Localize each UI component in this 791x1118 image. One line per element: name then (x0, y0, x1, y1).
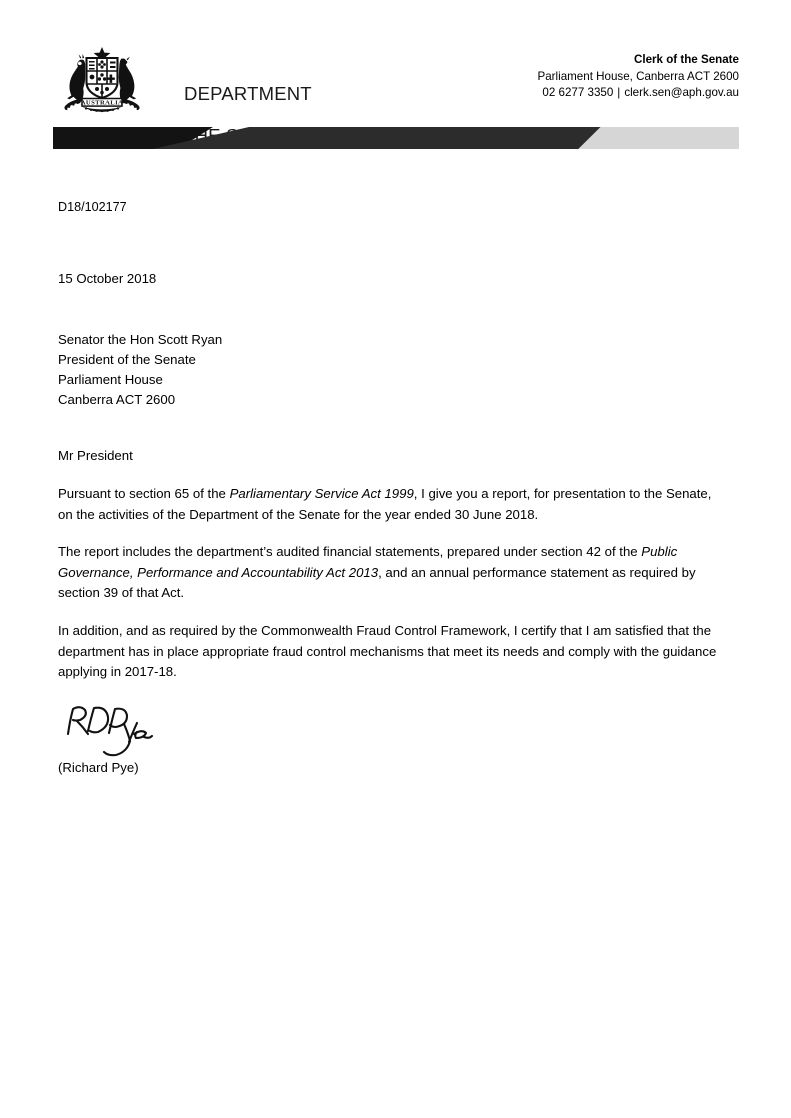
signer-name: (Richard Pye) (58, 760, 139, 775)
salutation: Mr President (58, 448, 133, 463)
addressee-line: President of the Senate (58, 352, 196, 367)
department-title (152, 62, 312, 188)
letter-body (58, 484, 720, 700)
department-title-line1: DEPARTMENT (184, 83, 312, 104)
brand-bar-segment-charcoal (153, 127, 553, 149)
addressee-line: Senator the Hon Scott Ryan (58, 332, 223, 347)
australian-coat-of-arms-icon (56, 44, 148, 114)
addressee-line: Parliament House (58, 372, 163, 387)
contact-phone-email (538, 85, 740, 102)
body-paragraph (58, 542, 720, 604)
contact-block (538, 52, 740, 102)
contact-phone: 02 6277 3350 (542, 86, 614, 99)
addressee-line: Canberra ACT 2600 (58, 392, 176, 407)
contact-role: Clerk of the Senate (633, 53, 739, 66)
signature-block (58, 700, 298, 775)
body-text-run: , I give you a report, for presentation to the Senate, on the activities of the Department of the Senate for the year ended 30 June 2018. (58, 486, 712, 522)
document-reference: D18/102177 (58, 200, 127, 214)
contact-email[interactable]: clerk.sen@aph.gov.au (624, 86, 739, 99)
svg-text:AUSTRALIA: AUSTRALIA (80, 99, 124, 107)
addressee-block (58, 330, 222, 410)
brand-bar (53, 127, 739, 149)
letter-date: 15 October 2018 (58, 271, 157, 286)
handwritten-signature-icon (58, 700, 168, 758)
body-paragraph (58, 621, 720, 683)
italic-act-title: Public Governance, Performance and Accountability Act 2013 (58, 544, 678, 580)
body-text-run: The report includes the department’s audited financial statements, prepared under section 42 of the (58, 544, 642, 560)
letterhead (0, 0, 791, 120)
body-paragraph (58, 484, 720, 525)
contact-separator: | (617, 86, 621, 99)
body-text-run: Pursuant to section 65 of the (58, 486, 230, 501)
italic-act-title: Parliamentary Service Act 1999 (229, 486, 414, 501)
body-text-run: In addition, and as required by the Commonwealth Fraud Control Framework, I certify that I am satisfied that the department has in place appropriate fraud control mechanisms that meet its needs and comply with the guidance applying in 2017-18. (58, 622, 717, 680)
contact-address: Parliament House, Canberra ACT 2600 (537, 69, 739, 83)
body-text-run: , and an annual performance statement as required by section 39 of that Act. (58, 564, 696, 601)
